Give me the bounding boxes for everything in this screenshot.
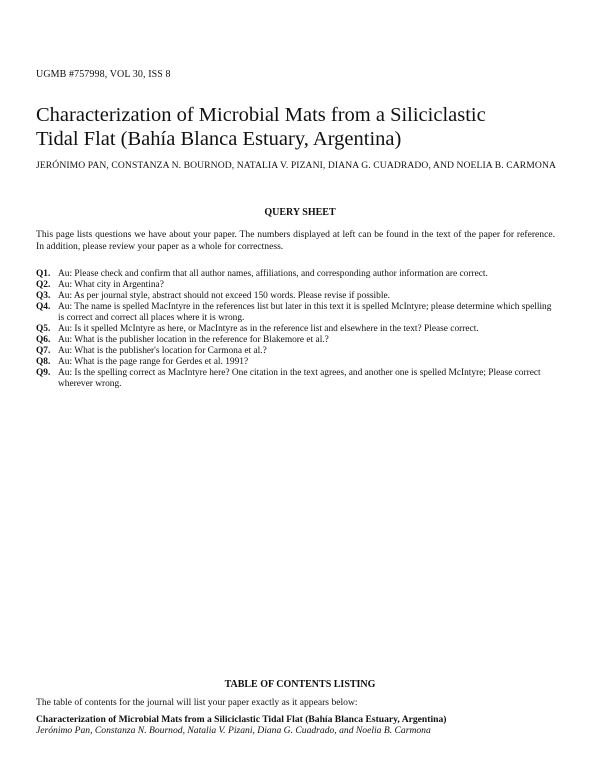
query-text: Au: What is the publisher's location for Carmona et al.? xyxy=(58,346,267,356)
paper-title xyxy=(36,103,556,151)
query-item xyxy=(36,302,555,324)
journal-reference: UGMB #757998, VOL 30, ISS 8 xyxy=(36,69,171,80)
query-label: Q2. xyxy=(36,280,51,290)
query-item xyxy=(36,280,555,291)
query-item xyxy=(36,269,555,280)
query-item xyxy=(36,346,555,357)
query-label: Q8. xyxy=(36,357,51,367)
toc-paper-authors: Jerónimo Pan, Constanza N. Bournod, Natalia V. Pizani, Diana G. Cuadrado, and Noelia B. Carmona xyxy=(36,725,431,736)
query-text: Au: Please check and confirm that all author names, affiliations, and corresponding author information are correct. xyxy=(58,269,488,279)
query-text: Au: Is it spelled McIntyre as here, or MacIntyre as in the reference list and elsewhere in the text? Please correct. xyxy=(58,324,479,334)
query-label: Q1. xyxy=(36,269,51,279)
query-text: Au: Is the spelling correct as MacIntyre here? One citation in the text agrees, and another one is spelled McIntyre; Please correct wherever wrong. xyxy=(58,368,541,389)
query-sheet-intro: This page lists questions we have about your paper. The numbers displayed at left can be found in the text of the paper for reference. In addition, please review your paper as a whole for correctness. xyxy=(36,229,555,252)
query-list xyxy=(36,269,555,390)
query-item xyxy=(36,368,555,390)
query-text: Au: What city in Argentina? xyxy=(58,280,164,290)
query-label: Q3. xyxy=(36,291,51,301)
query-label: Q4. xyxy=(36,302,51,312)
query-label: Q9. xyxy=(36,368,51,378)
paper-title-line-1: Characterization of Microbial Mats from a Siliciclastic xyxy=(36,104,486,126)
toc-paper-title: Characterization of Microbial Mats from a Siliciclastic Tidal Flat (Bahía Blanca Estuary, Argentina) xyxy=(36,714,447,725)
paper-title-line-2: Tidal Flat (Bahía Blanca Estuary, Argentina) xyxy=(36,128,402,150)
query-item xyxy=(36,324,555,335)
query-text: Au: What is the page range for Gerdes et al. 1991? xyxy=(58,357,249,367)
toc-intro: The table of contents for the journal will list your paper exactly as it appears below: xyxy=(36,697,358,708)
query-text: Au: As per journal style, abstract should not exceed 150 words. Please revise if possible. xyxy=(58,291,390,301)
query-item xyxy=(36,335,555,346)
query-label: Q5. xyxy=(36,324,51,334)
query-text: Au: What is the publisher location in the reference for Blakemore et al.? xyxy=(58,335,329,345)
query-sheet-heading: QUERY SHEET xyxy=(264,207,336,218)
query-label: Q6. xyxy=(36,335,51,345)
query-label: Q7. xyxy=(36,346,51,356)
query-item xyxy=(36,291,555,302)
query-item xyxy=(36,357,555,368)
toc-heading: TABLE OF CONTENTS LISTING xyxy=(224,679,376,690)
query-text: Au: The name is spelled MacIntyre in the references list but later in this text it is spelled McIntyre; please determine which spelling is correct and correct all places where it is wrong. xyxy=(58,302,552,323)
paper-authors: JERÓNIMO PAN, CONSTANZA N. BOURNOD, NATALIA V. PIZANI, DIANA G. CUADRADO, AND NOELIA B. CARMONA xyxy=(36,160,557,171)
